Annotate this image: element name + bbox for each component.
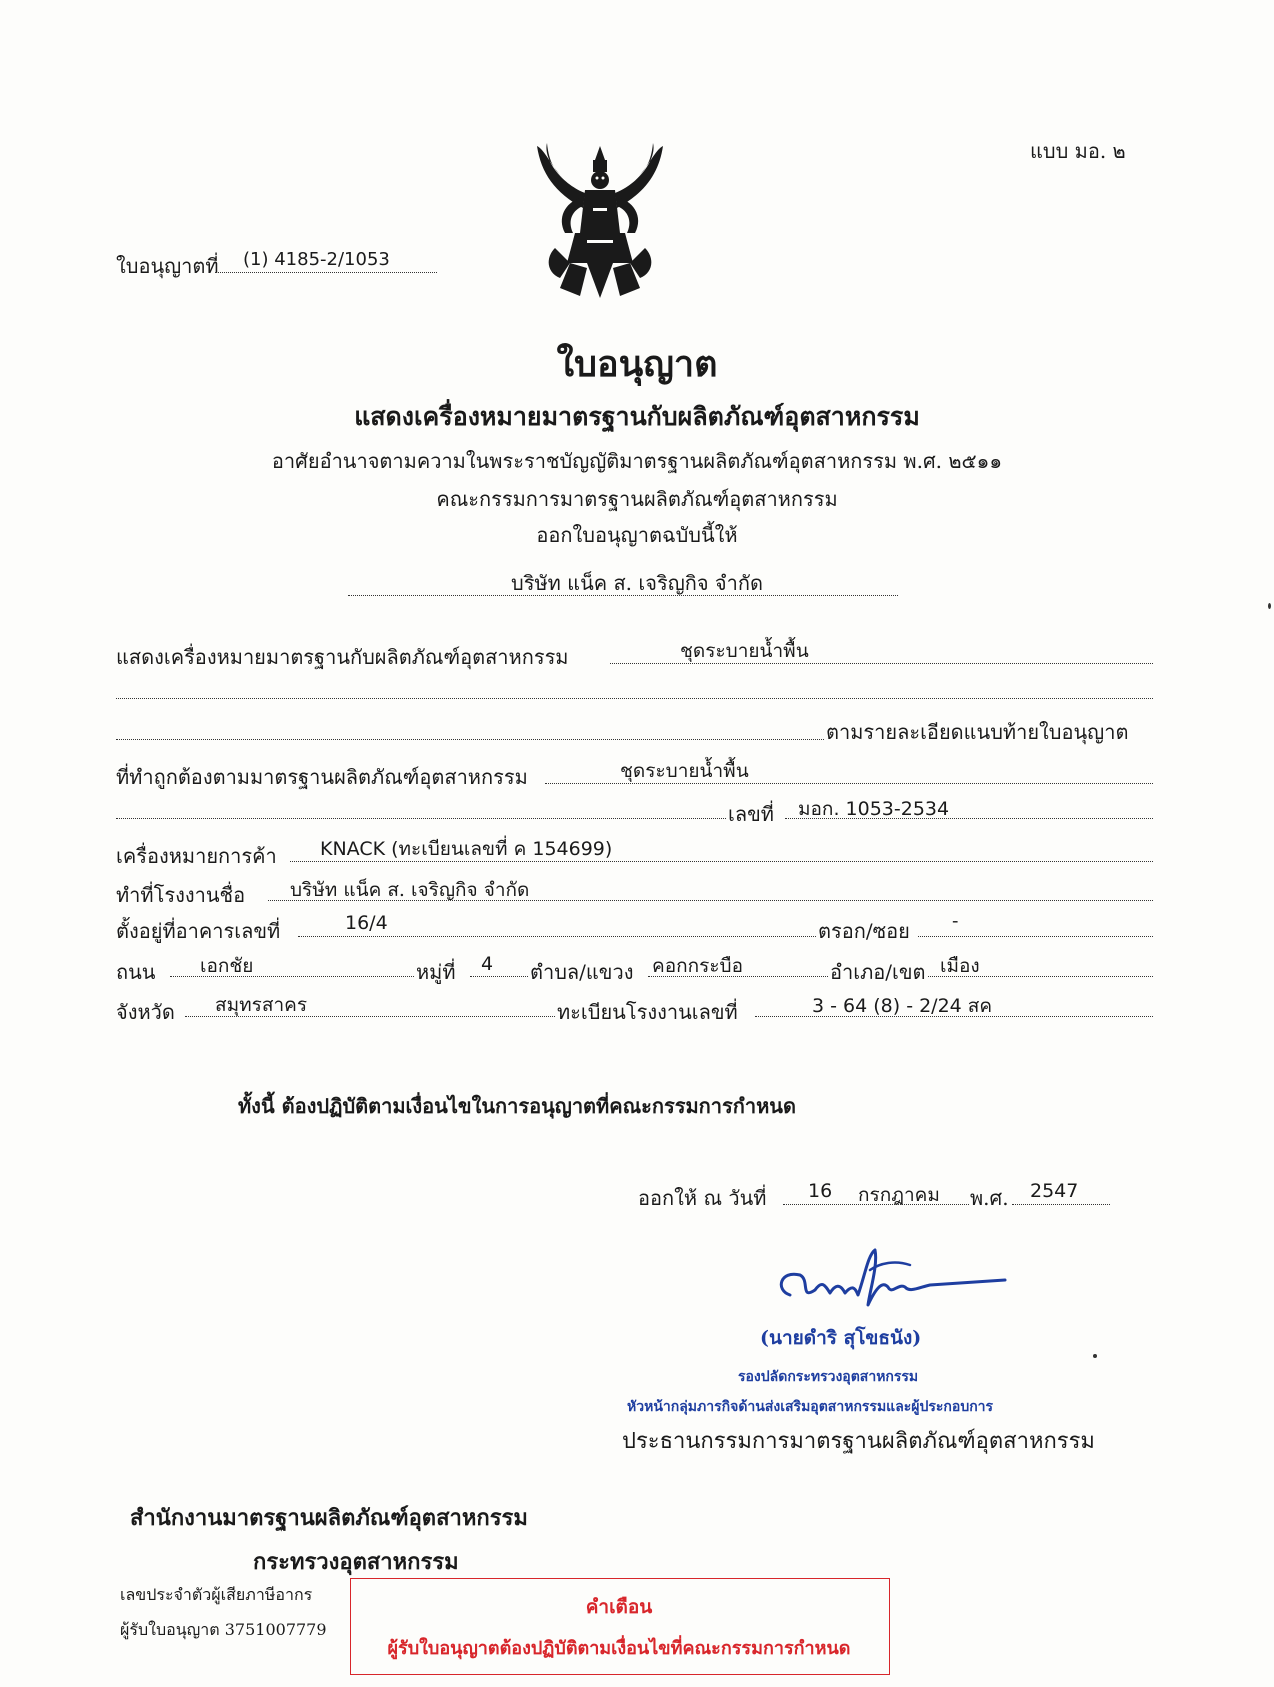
issue-date-label: ออกให้ ณ วันที่ <box>638 1186 767 1210</box>
province-value: สมุทรสาคร <box>215 994 308 1016</box>
factory-reg-label: ทะเบียนโรงงานเลขที่ <box>557 1000 738 1024</box>
road-label: ถนน <box>116 960 156 984</box>
standard-value: ชุดระบายน้ำพื้น <box>620 760 749 782</box>
moo-dotline <box>470 976 528 977</box>
factory-value: บริษัท แน็ค ส. เจริญกิจ จำกัด <box>290 879 530 901</box>
garuda-emblem-icon <box>525 138 675 303</box>
tax-id-label: เลขประจำตัวผู้เสียภาษีอากร <box>120 1585 313 1604</box>
amphoe-label: อำเภอ/เขต <box>830 960 926 984</box>
tambon-value: คอกกระบือ <box>652 955 744 977</box>
soi-dotline <box>918 936 1153 937</box>
number-label: เลขที่ <box>728 802 774 826</box>
signer-name: (นายดำริ สุโขธนัง) <box>760 1327 922 1349</box>
trademark-value: KNACK (ทะเบียนเลขที่ ค 154699) <box>320 838 613 860</box>
tax-id-holder: ผู้รับใบอนุญาต 3751007779 <box>120 1620 327 1639</box>
signer-position-stamp: รองปลัดกระทรวงอุตสาหกรรม <box>738 1369 919 1385</box>
document-title: ใบอนุญาต <box>556 343 718 385</box>
issue-year: 2547 <box>1030 1180 1079 1202</box>
document-subtitle: แสดงเครื่องหมายมาตรฐานกับผลิตภัณฑ์อุตสาหกรรม <box>354 402 920 431</box>
office-name: สำนักงานมาตรฐานผลิตภัณฑ์อุตสาหกรรม <box>130 1505 528 1531</box>
ministry-name: กระทรวงอุตสาหกรรม <box>253 1549 459 1575</box>
moo-value: 4 <box>481 953 494 975</box>
scan-speck <box>1093 1354 1097 1358</box>
condition-statement: ทั้งนี้ ต้องปฏิบัติตามเงื่อนไขในการอนุญาตที่คณะกรรมการกำหนด <box>238 1094 796 1118</box>
warning-title: คำเตือน <box>585 1596 653 1618</box>
chairman-title: ประธานกรรมการมาตรฐานผลิตภัณฑ์อุตสาหกรรม <box>622 1429 1095 1454</box>
issue-day: 16 <box>808 1180 833 1202</box>
details-label: ตามรายละเอียดแนบท้ายใบอนุญาต <box>826 720 1129 744</box>
license-no-dotline <box>215 272 437 273</box>
standard-label: ที่ทำถูกต้องตามมาตรฐานผลิตภัณฑ์อุตสาหกรรม <box>116 765 528 789</box>
license-no-value: (1) 4185-2/1053 <box>243 249 390 270</box>
road-value: เอกชัย <box>200 955 254 977</box>
address-value: 16/4 <box>345 912 388 934</box>
number-lead-dotline <box>116 818 726 819</box>
form-code: แบบ มอ. ๒ <box>1030 139 1126 163</box>
signer-role-stamp: หัวหน้ากลุ่มภารกิจด้านส่งเสริมอุตสาหกรรมและผู้ประกอบการ <box>627 1399 994 1415</box>
soi-value: - <box>952 910 959 932</box>
product-label: แสดงเครื่องหมายมาตรฐานกับผลิตภัณฑ์อุตสาหกรรม <box>116 645 569 669</box>
issue-year-label: พ.ศ. <box>970 1186 1009 1210</box>
factory-label: ทำที่โรงงานชื่อ <box>116 883 246 907</box>
issue-year-dotline <box>1012 1204 1110 1205</box>
issue-to-line: ออกใบอนุญาตฉบับนี้ให้ <box>536 523 738 547</box>
details-dotline <box>116 739 824 740</box>
scan-speck <box>1268 603 1271 609</box>
grantee-dotline <box>348 595 898 596</box>
issue-month: กรกฎาคม <box>858 1184 940 1206</box>
signature-icon <box>770 1245 1010 1315</box>
amphoe-value: เมือง <box>940 955 980 977</box>
moo-label: หมู่ที่ <box>416 960 456 984</box>
province-label: จังหวัด <box>116 1000 175 1024</box>
address-label: ตั้งอยู่ที่อาคารเลขที่ <box>116 919 281 943</box>
address-dotline <box>298 936 816 937</box>
grantee-name: บริษัท แน็ค ส. เจริญกิจ จำกัด <box>511 571 763 595</box>
authority-line: อาศัยอำนาจตามความในพระราชบัญญัติมาตรฐานผลิตภัณฑ์อุตสาหกรรม พ.ศ. ๒๕๑๑ <box>271 449 1003 473</box>
blank-dotline <box>116 698 1153 699</box>
trademark-label: เครื่องหมายการค้า <box>116 844 277 868</box>
product-value: ชุดระบายน้ำพื้น <box>680 640 809 662</box>
soi-label: ตรอก/ซอย <box>818 919 910 943</box>
warning-text: ผู้รับใบอนุญาตต้องปฏิบัติตามเงื่อนไขที่คณะกรรมการกำหนด <box>387 1638 851 1659</box>
factory-reg-value: 3 - 64 (8) - 2/24 สค <box>812 995 993 1017</box>
committee-line: คณะกรรมการมาตรฐานผลิตภัณฑ์อุตสาหกรรม <box>436 487 838 511</box>
tambon-label: ตำบล/แขวง <box>530 960 634 984</box>
license-no-label: ใบอนุญาตที่ <box>116 254 219 278</box>
number-value: มอก. 1053-2534 <box>798 798 950 820</box>
